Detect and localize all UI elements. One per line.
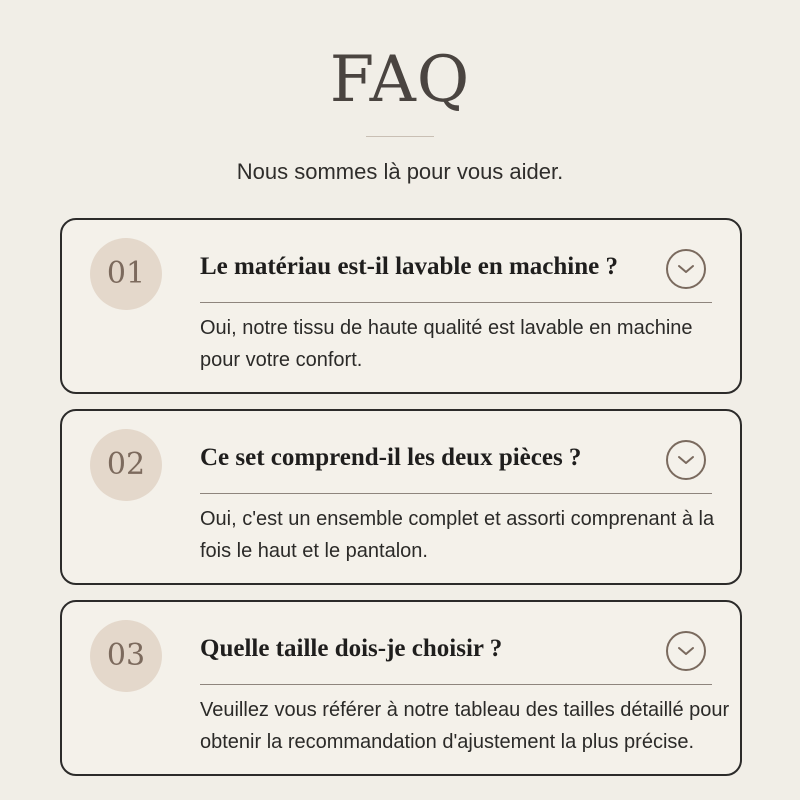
faq-question[interactable]: Quelle taille dois-je choisir ?	[200, 635, 503, 662]
faq-number-badge: 02	[90, 429, 162, 501]
chevron-down-icon[interactable]	[666, 440, 706, 480]
faq-item-1[interactable]	[60, 218, 742, 394]
page-subtitle: Nous sommes là pour vous aider.	[236, 159, 564, 184]
faq-answer: Veuillez vous référer à notre tableau des tailles détaillé pour obtenir la recommandation d'ajustement la plus précise.	[200, 699, 730, 753]
page-title: FAQ	[329, 43, 471, 117]
faq-question[interactable]: Ce set comprend-il les deux pièces ?	[200, 444, 582, 471]
chevron-down-icon[interactable]	[666, 249, 706, 289]
title-divider	[366, 136, 434, 137]
chevron-down-icon[interactable]	[666, 631, 706, 671]
faq-question[interactable]: Le matériau est-il lavable en machine ?	[200, 253, 618, 280]
faq-item-3[interactable]	[60, 600, 742, 776]
faq-number-badge: 03	[90, 620, 162, 692]
faq-answer: Oui, c'est un ensemble complet et assorti comprenant à la fois le haut et le pantalon.	[200, 508, 715, 562]
faq-list	[60, 218, 742, 776]
question-divider	[200, 302, 712, 303]
question-divider	[200, 684, 712, 685]
faq-number-badge: 01	[90, 238, 162, 310]
faq-answer: Oui, notre tissu de haute qualité est lavable en machine pour votre confort.	[200, 317, 693, 371]
question-divider	[200, 493, 712, 494]
faq-item-2[interactable]	[60, 409, 742, 585]
